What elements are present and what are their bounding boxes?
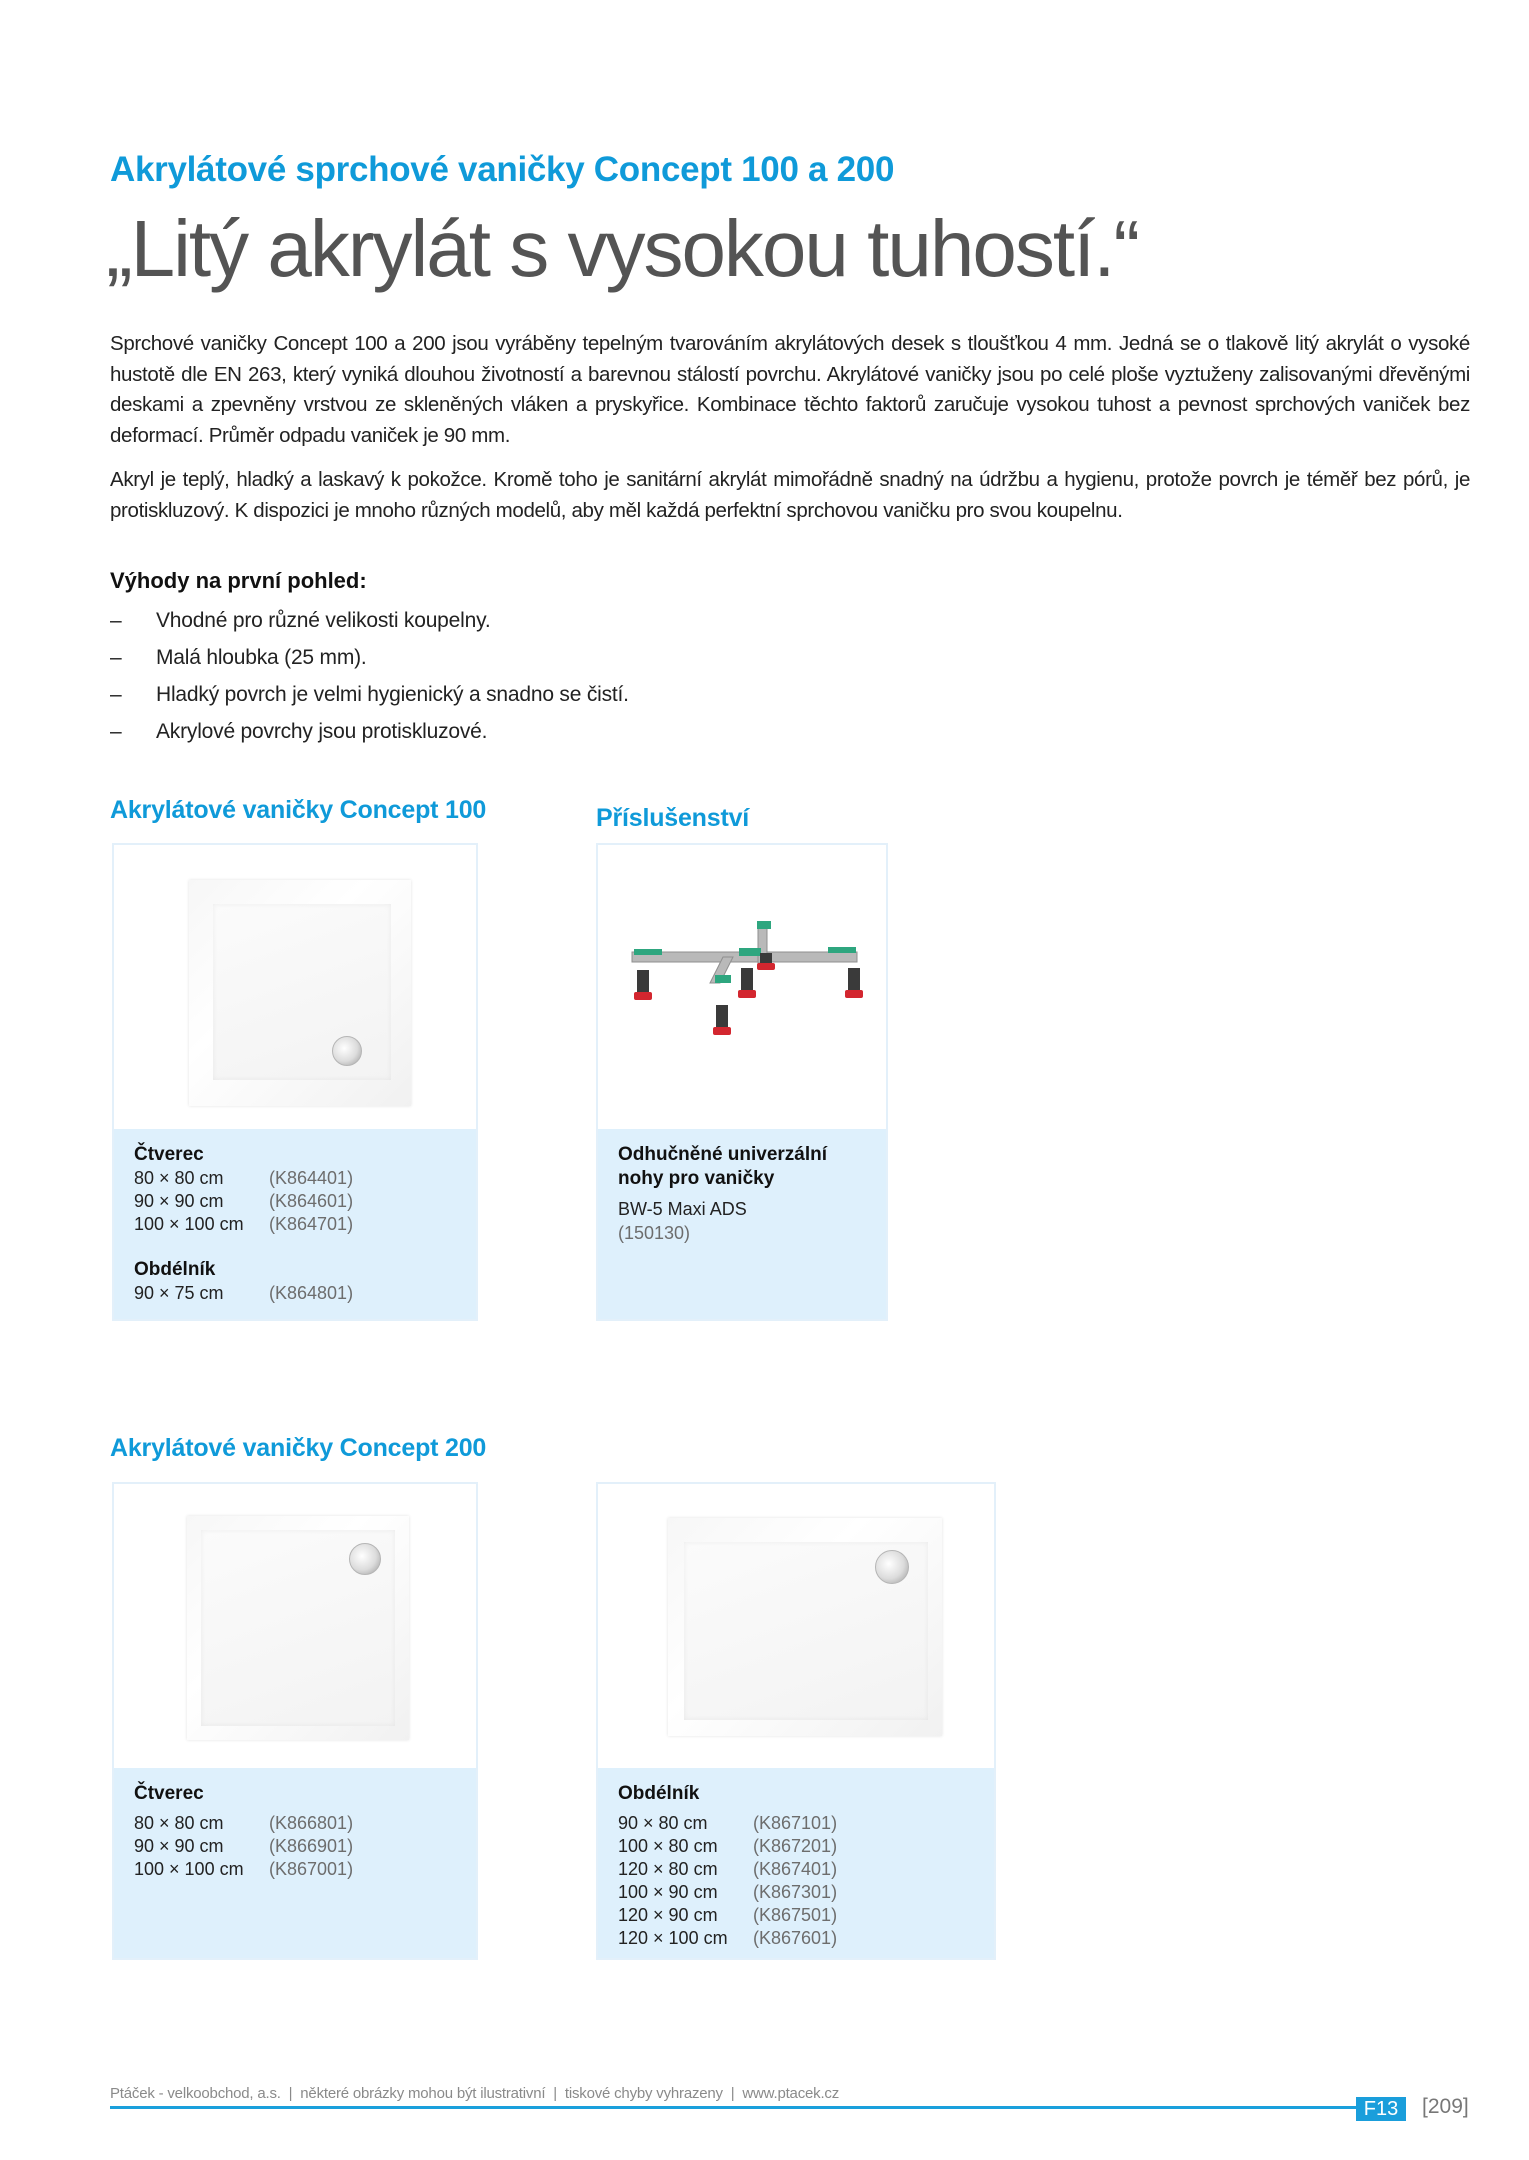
advantage-item: – Malá hloubka (25 mm). [110,639,629,676]
product-card-concept-100 [112,843,478,1321]
group-title: Obdélník [618,1783,700,1804]
product-title: Odhučněné univerzální nohy pro vaničky [618,1144,828,1189]
size-row: 120 × 80 cm (K867401) [618,1859,838,1879]
size-row: 90 × 80 cm (K867101) [618,1813,838,1833]
square-shower-tray-image [114,845,476,1131]
drain-icon [349,1543,381,1575]
product-info-panel [598,1768,994,1958]
size-row: 120 × 100 cm (K867601) [618,1928,838,1948]
product-info-panel [114,1768,476,1958]
intro-paragraph-1: Sprchové vaničky Concept 100 a 200 jsou vyráběny tepelným tvarováním akrylátových desek s tloušťkou 4 mm. Jedná se o tlakově litý akrylát o vysoké hustotě dle EN 263, který vyniká dlouhou životností a barevnou stálostí povrchu. Akrylátové vaničky jsou po celé ploše vyztuženy zalisovanými dřevěnými deskami a zpevněny vrstvou ze skleněných vláken a pryskyřice. Kombinace těchto faktorů zaručuje vysokou tuhost a pevnost sprchových vaniček bez deformací. Průměr odpadu vaniček je 90 mm. [110,332,1470,447]
advantage-item: – Vhodné pro různé velikosti koupelny. [110,602,629,639]
size-row: 100 × 100 cm (K864701) [134,1214,354,1234]
drain-icon [332,1036,362,1066]
group-title: Čtverec [134,1144,204,1165]
advantage-item: – Hladký povrch je velmi hygienický a snadno se čistí. [110,676,629,713]
size-row: 100 × 80 cm (K867201) [618,1836,838,1856]
size-row: 100 × 90 cm (K867301) [618,1882,838,1902]
product-card-accessories [596,843,888,1321]
advantage-item: – Akrylové povrchy jsou protiskluzové. [110,713,629,750]
dash-bullet: – [110,646,122,669]
page-number: [209] [1422,2095,1469,2118]
advantages-list [110,602,629,750]
group-title: Obdélník [134,1259,216,1280]
size-row: 90 × 90 cm (K866901) [134,1836,354,1856]
shower-tray-graphic [668,1518,942,1736]
tray-support-legs-image [598,845,886,1131]
footer-divider [110,2106,1357,2109]
section-heading-concept-100: Akrylátové vaničky Concept 100 [110,796,487,824]
product-info-panel [114,1129,476,1319]
dash-bullet: – [110,720,122,743]
shower-tray-graphic [189,880,411,1106]
support-legs-graphic [598,845,886,1131]
size-row: 80 × 80 cm (K864401) [134,1168,354,1188]
section-badge: F13 [1356,2097,1406,2121]
dash-bullet: – [110,609,122,632]
product-name: BW-5 Maxi ADS [618,1199,747,1219]
size-row: 80 × 80 cm (K866801) [134,1813,354,1833]
dash-bullet: – [110,683,122,706]
footer-text: Ptáček - velkoobchod, a.s. | některé obrázky mohou být ilustrativní | tiskové chyby vyhrazeny | www.ptacek.cz [110,2085,840,2102]
size-row: 120 × 90 cm (K867501) [618,1905,838,1925]
size-row: 90 × 75 cm (K864801) [134,1283,354,1303]
section-heading-concept-200: Akrylátové vaničky Concept 200 [110,1434,487,1462]
product-code: (150130) [618,1223,691,1243]
page-subtitle: Akrylátové sprchové vaničky Concept 100 a 200 [110,150,895,189]
group-title: Čtverec [134,1783,204,1804]
drain-icon [875,1550,909,1584]
size-row: 100 × 100 cm (K867001) [134,1859,354,1879]
size-row: 90 × 90 cm (K864601) [134,1191,354,1211]
rectangular-shower-tray-image [598,1484,994,1770]
square-shower-tray-image [114,1484,476,1770]
page-title-quote: „Litý akrylát s vysokou tuhostí.“ [106,204,1139,293]
intro-paragraph-2: Akryl je teplý, hladký a laskavý k pokožce. Kromě toho je sanitární akrylát mimořádně snadný na údržbu a hygienu, protože povrch je téměř bez pórů, je protiskluzový. K dispozici je mnoho různých modelů, aby měl každá perfektní sprchovou vaničku pro svou koupelnu. [110,468,1470,522]
advantages-title: Výhody na první pohled: [110,568,367,593]
shower-tray-graphic [187,1516,409,1740]
product-card-concept-200-square [112,1482,478,1960]
product-info-panel [598,1129,886,1319]
product-card-concept-200-rectangle [596,1482,996,1960]
section-heading-accessories: Příslušenství [596,804,750,832]
